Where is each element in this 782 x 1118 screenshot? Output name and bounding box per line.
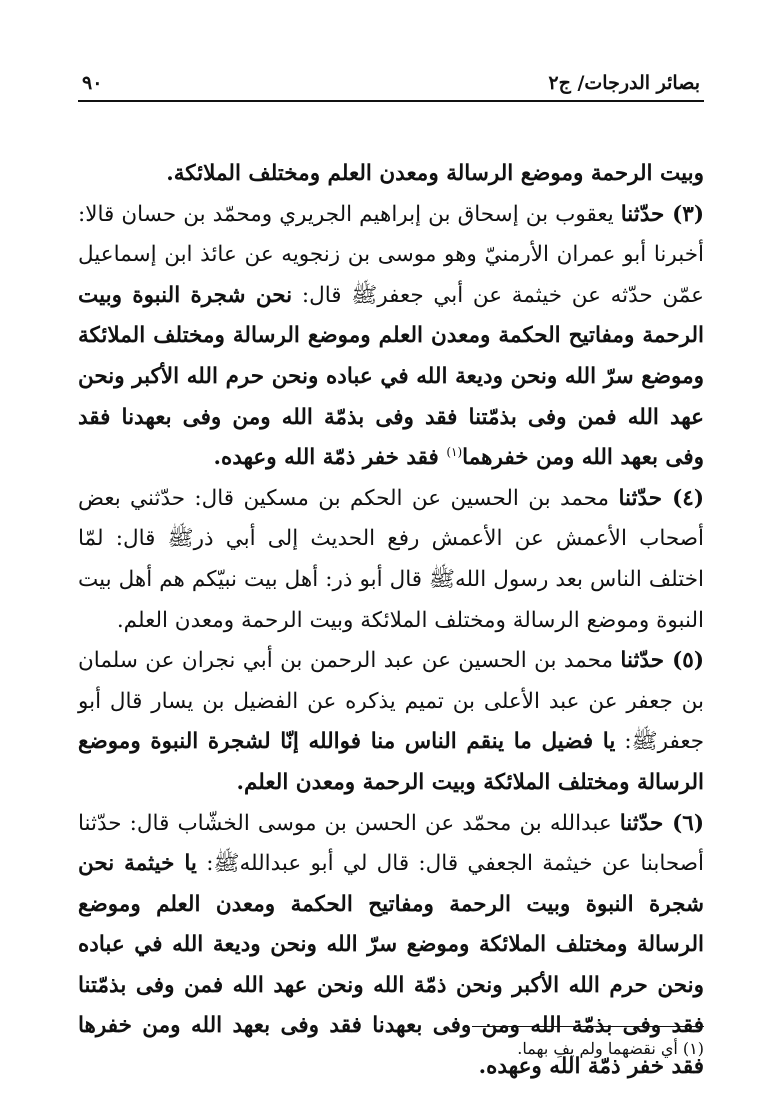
text-segment: يعقوب بن إسحاق بن إبراهيم الجريري ومحمّد بن حسان قالا: أخبرنا أبو عمران الأرمنيّ وهو موسى بن زنجويه عن عائذ ابن إسماعيل عمّن حدّثه عن خيثمة عن أبي جعفر [78, 201, 705, 308]
bold-text-segment: نحن شجرة النبوة وبيت الرحمة ومفاتيح الحكمة ومعدن العلم وموضع الرسالة ومختلف الملائكة وموضع سرّ الله ونحن وديعة الله في عباده ونحن حرم الله الأكبر ونحن عهد الله فمن وفى بذمّتنا فقد وفى بذمّة الله ومن وفى بعهدنا فقد وفى بعهد الله ومن خفرهما [78, 282, 704, 471]
paragraph [78, 154, 704, 195]
hadith-number: (٦) [672, 810, 704, 836]
bold-text-segment: يا خيثمة نحن شجرة النبوة وبيت الرحمة ومفاتيح الحكمة ومعدن العلم وموضع الرسالة ومختلف الملائكة وموضع سرّ الله ونحن وديعة الله في عباده ونحن حرم الله الأكبر ونحن ذمّة الله ونحن عهد الله فمن وفى بذمّتنا فقد وفى بذمّة الله ومن وفى بعهدنا فقد وفى بعهد الله ومن خفرها فقد خفر ذمّة الله وعهده. [78, 851, 704, 1080]
text-segment: محمد بن الحسين عن عبد الرحمن بن أبي نجران عن سلمان بن جعفر عن عبد الأعلى بن تميم يذكره عن الفضيل بن يسار قال أبو جعفر [78, 648, 704, 755]
bold-text-segment: وبيت الرحمة وموضع الرسالة ومعدن العلم ومختلف الملائكة. [166, 161, 704, 186]
bold-text-segment: حدّثنا [620, 201, 673, 227]
bold-text-segment: حدّثنا [620, 648, 673, 674]
text-segment: ﷺ [631, 729, 658, 755]
bold-text-segment: حدّثنا [618, 485, 673, 511]
running-header [78, 62, 704, 102]
header-title: بصائر الدرجات/ ج٢ [548, 72, 700, 94]
bold-text-segment: يا فضيل ما ينقم الناس منا فوالله إنّا لشجرة النبوة وموضع الرسالة ومختلف الملائكة وبيت الرحمة ومعدن العلم. [78, 729, 704, 795]
text-segment: : [615, 729, 632, 755]
text-segment: ﷺ [429, 566, 456, 592]
text-segment: قال: [292, 282, 352, 308]
hadith-number: (٣) [672, 201, 704, 227]
hadith-number: (٥) [672, 648, 704, 674]
footnote-reference: (١) [446, 445, 463, 459]
body-text [78, 154, 704, 1088]
bold-text-segment: حدّثنا [619, 810, 673, 836]
footnote: (١) أي نقضهما ولم يفِ بهما. [517, 1039, 704, 1058]
text-segment: : [196, 851, 214, 877]
hadith-number: (٤) [672, 485, 704, 511]
footnote-separator [472, 1026, 704, 1027]
paragraph [78, 641, 704, 803]
text-segment: قال أبو ذر: أهل بيت نبيّكم هم أهل بيت النبوة وموضع الرسالة ومختلف الملائكة وبيت الرحمة ومعدن العلم. [78, 566, 704, 633]
paragraph [78, 195, 704, 479]
footnotes [78, 1026, 704, 1061]
text-segment: ﷺ [213, 851, 240, 877]
bold-text-segment: فقد خفر ذمّة الله وعهده. [213, 445, 447, 471]
paragraph [78, 479, 704, 641]
text-segment: عبدالله بن محمّد عن الحسن بن موسى الخشّاب قال: حدّثنا أصحابنا عن خيثمة الجعفي قال: قال لي أبو عبدالله [78, 810, 705, 877]
text-segment: ﷺ [167, 526, 194, 552]
text-segment: محمد بن الحسين عن الحكم بن مسكين قال: حدّثني بعض أصحاب الأعمش عن الأعمش رفع الحديث إلى أبي ذر [78, 485, 704, 552]
text-segment: قال: لمّا اختلف الناس بعد رسول الله [78, 526, 704, 592]
text-segment: ﷺ [351, 282, 378, 308]
book-page [78, 62, 704, 1098]
page-number: ٩٠ [82, 72, 103, 94]
